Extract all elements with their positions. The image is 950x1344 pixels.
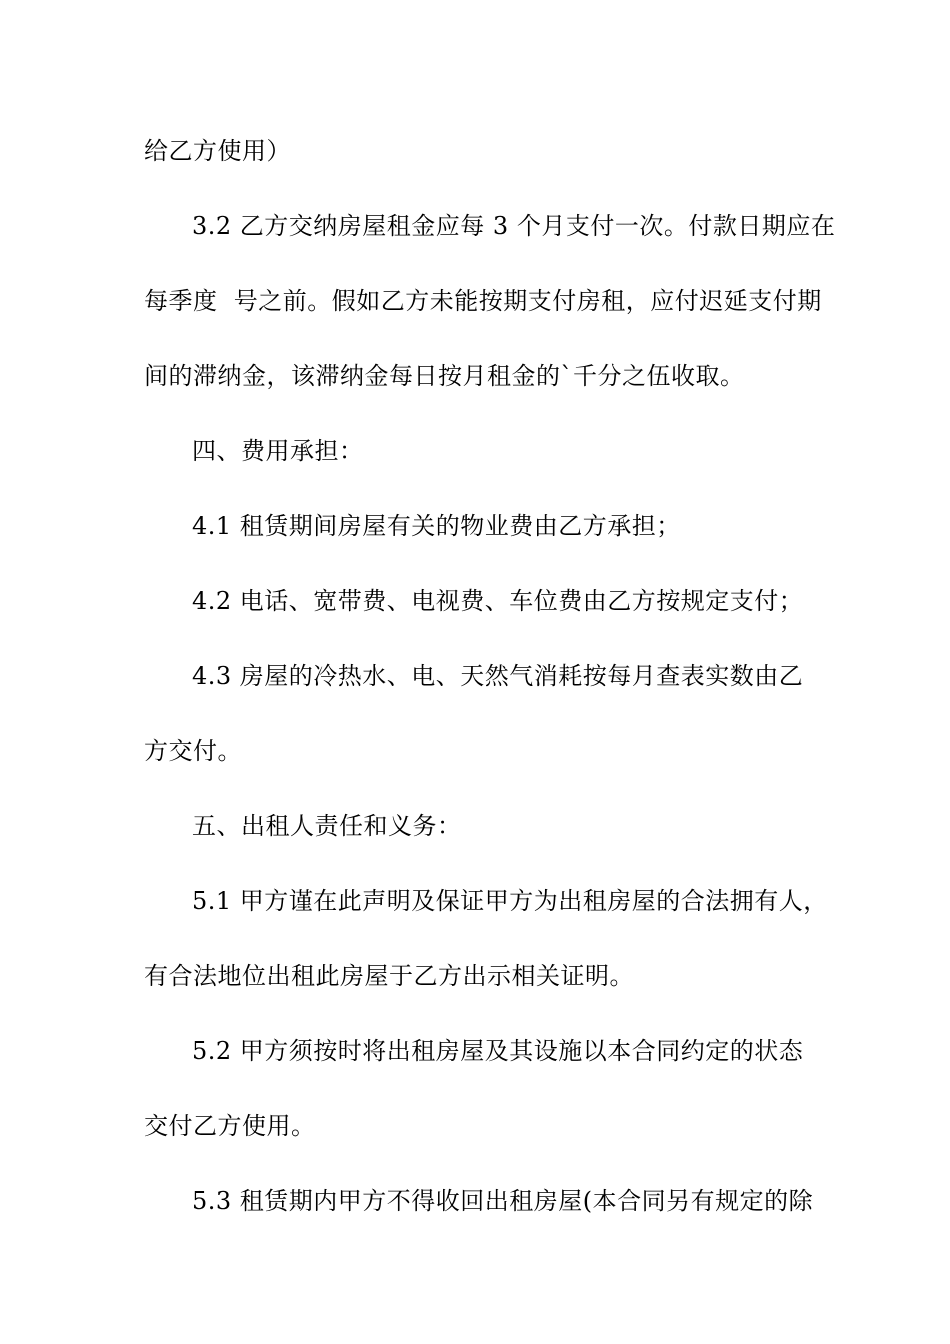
text-line-9: 方交付。: [144, 737, 242, 765]
text-line-14: 交付乙方使用。: [144, 1112, 316, 1140]
text-line-4: 间的滞纳金，该滞纳金每日按月租金的`千分之伍收取。: [144, 362, 745, 390]
text-line-8: 4.3 房屋的冷热水、电、天然气消耗按每月查表实数由乙: [192, 662, 804, 690]
text-line-15: 5.3 租赁期内甲方不得收回出租房屋(本合同另有规定的除: [192, 1187, 814, 1215]
text-line-13: 5.2 甲方须按时将出租房屋及其设施以本合同约定的状态: [192, 1037, 804, 1065]
text-line-1: 给乙方使用）: [144, 137, 291, 165]
section-heading-4: 四、费用承担：: [192, 437, 364, 465]
text-line-6: 4.1 租赁期间房屋有关的物业费由乙方承担；: [192, 512, 681, 540]
section-heading-5: 五、出租人责任和义务：: [192, 812, 462, 840]
text-line-7: 4.2 电话、宽带费、电视费、车位费由乙方按规定支付；: [192, 587, 804, 615]
text-line-11: 5.1 甲方谨在此声明及保证甲方为出租房屋的合法拥有人，: [192, 887, 828, 915]
text-line-12: 有合法地位出租此房屋于乙方出示相关证明。: [144, 962, 634, 990]
text-line-3: 每季度 号之前。假如乙方未能按期支付房租，应付迟延支付期: [144, 287, 822, 315]
text-line-2: 3.2 乙方交纳房屋租金应每 3 个月支付一次。付款日期应在: [192, 212, 836, 240]
